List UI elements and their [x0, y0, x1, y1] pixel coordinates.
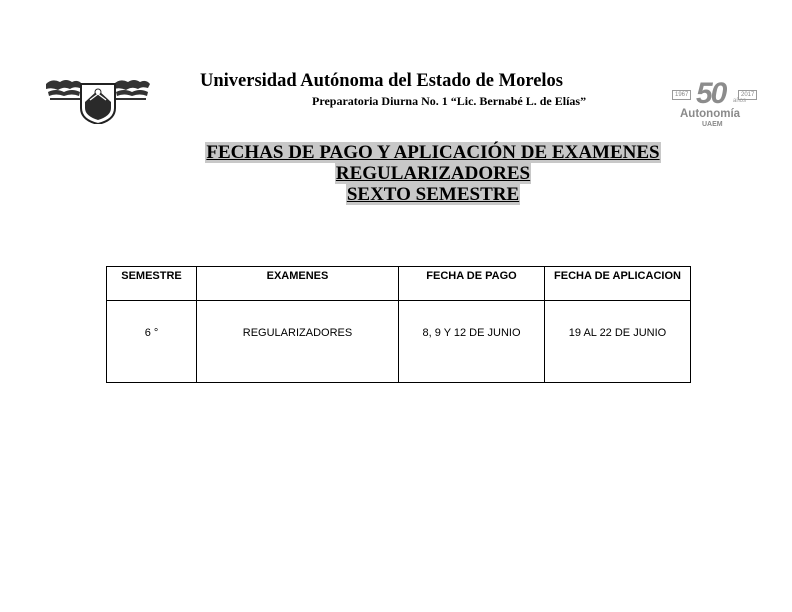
table-header-row [107, 267, 691, 301]
logo-word: Autonomía [680, 108, 741, 120]
column-header-semestre: SEMESTRE [107, 267, 197, 301]
logo-year-start: 1967 [672, 90, 691, 100]
logo-year-end: 2017 [738, 90, 757, 100]
heading-line-3: SEXTO SEMESTRE [346, 184, 520, 205]
column-header-examenes: EXAMENES [197, 267, 399, 301]
table-row [107, 301, 691, 383]
school-name: Preparatoria Diurna No. 1 “Lic. Bernabé L. de Elías” [312, 94, 587, 108]
university-name: Universidad Autónoma del Estado de Morelos [200, 71, 564, 91]
cell-fecha-pago: 8, 9 Y 12 DE JUNIO [399, 301, 545, 383]
exam-dates-table [106, 266, 691, 383]
column-header-fecha-pago: FECHA DE PAGO [399, 267, 545, 301]
autonomia-50-logo [672, 77, 764, 132]
cell-fecha-aplicacion: 19 AL 22 DE JUNIO [545, 301, 691, 383]
uaem-crest-icon [44, 76, 152, 124]
cell-examenes: REGULARIZADORES [197, 301, 399, 383]
logo-number: 50 [696, 77, 726, 110]
heading-line-2: REGULARIZADORES [335, 163, 531, 184]
document-heading [0, 142, 792, 205]
heading-line-1: FECHAS DE PAGO Y APLICACIÓN DE EXAMENES [206, 142, 660, 163]
column-header-fecha-aplicacion: FECHA DE APLICACION [545, 267, 691, 301]
logo-acronym: UAEM [702, 121, 723, 128]
logo-anos: años [733, 98, 747, 104]
cell-semestre: 6 ° [107, 301, 197, 383]
